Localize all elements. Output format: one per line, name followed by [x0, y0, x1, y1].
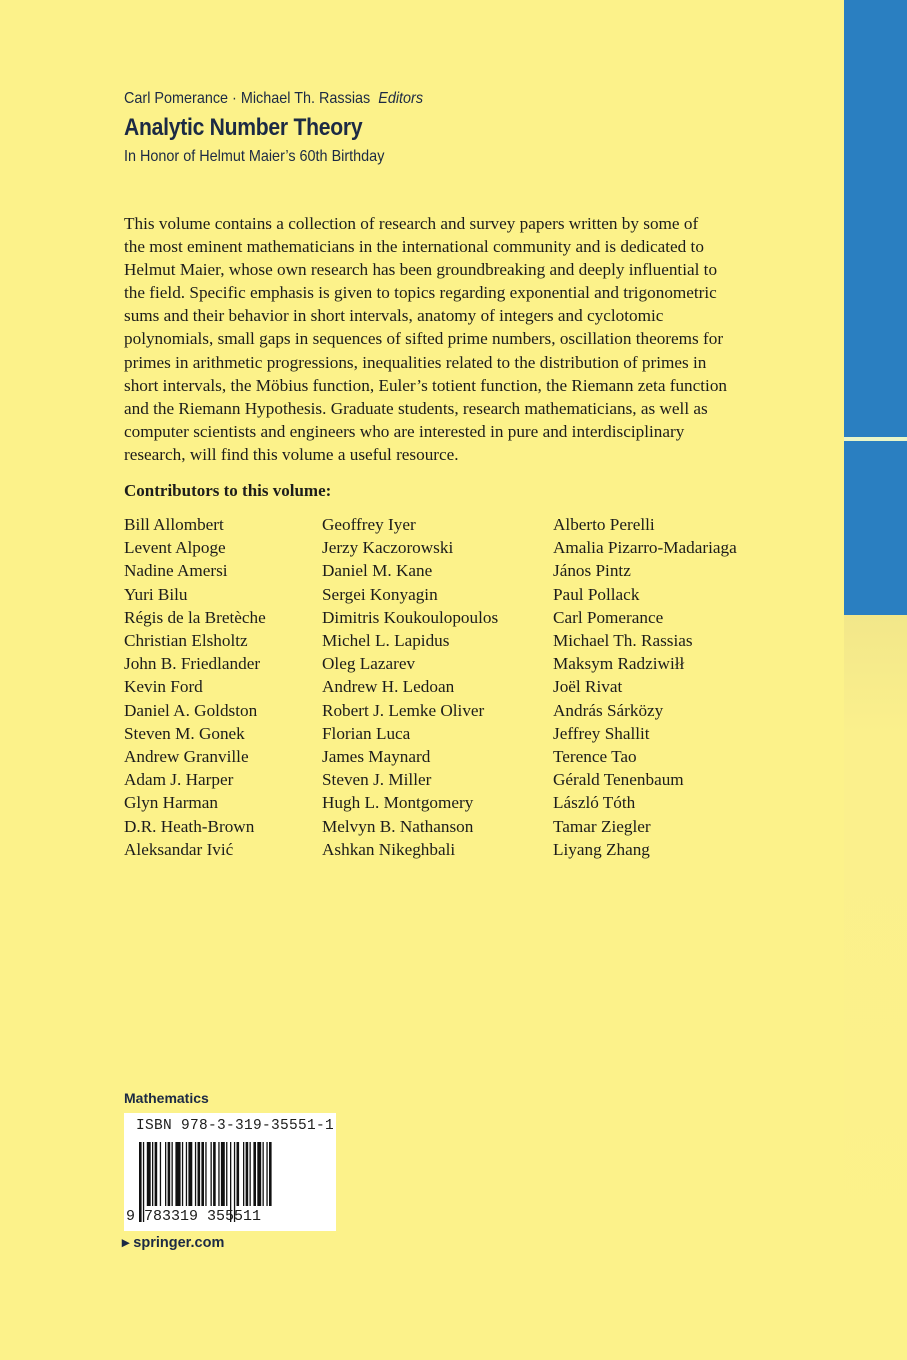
description [124, 212, 774, 466]
description-line: the field. Specific emphasis is given to topics regarding exponential and trigonometric [124, 283, 717, 303]
barcode-bar [269, 1142, 272, 1206]
contributor-name: Tamar Ziegler [553, 816, 651, 836]
contributors-heading: Contributors to this volume: [124, 481, 332, 500]
barcode-bar [160, 1142, 161, 1206]
blue-strip-bottom [844, 441, 907, 615]
barcode-digits: 9 783319 355511 [126, 1208, 262, 1225]
contributor-name: Paul Pollack [553, 584, 640, 604]
barcode-bar [198, 1142, 201, 1206]
contributor-name: Joël Rivat [553, 677, 623, 697]
contributor-name: Sergei Konyagin [322, 584, 438, 604]
contributor-name: Carl Pomerance [553, 607, 664, 627]
editor-names: Carl Pomerance · Michael Th. Rassias [124, 90, 371, 107]
contributor-name: Glyn Harman [124, 793, 219, 813]
contributor-name: Michael Th. Rassias [553, 631, 693, 651]
contributor-name: Hugh L. Montgomery [322, 793, 474, 813]
contributor-name: László Tóth [553, 793, 636, 813]
contributor-name: Jerzy Kaczorowski [322, 538, 454, 558]
barcode-bar [257, 1142, 261, 1206]
barcode-bar [188, 1142, 192, 1206]
description-line: short intervals, the Möbius function, Euler’s totient function, the Riemann zeta function [124, 375, 728, 395]
barcode-bar [186, 1142, 187, 1206]
barcode [124, 1113, 336, 1231]
contributor-name: Ashkan Nikeghbali [322, 839, 456, 859]
contributor-name: Steven M. Gonek [124, 723, 245, 743]
contributor-name: James Maynard [322, 747, 431, 767]
description-line: computer scientists and engineers who are interested in pure and interdisciplinary [124, 421, 685, 441]
contributor-name: Maksym Radziwiłł [553, 654, 685, 674]
book-subtitle: In Honor of Helmut Maier’s 60th Birthday [124, 148, 385, 165]
contributor-name: Kevin Ford [124, 677, 203, 697]
contributor-name: John B. Friedlander [124, 654, 261, 674]
contributor-name: Gérald Tenenbaum [553, 770, 684, 790]
pale-strip [844, 615, 907, 1360]
barcode-bar [250, 1142, 251, 1206]
description-line: primes in arithmetic progressions, inequalities related to the distribution of primes in [124, 352, 707, 372]
barcode-bar [218, 1142, 219, 1206]
publisher-link[interactable]: ▸ springer.com [122, 1235, 225, 1251]
barcode-bar [221, 1142, 225, 1206]
contributor-name: Daniel M. Kane [322, 561, 433, 581]
barcode-bar [226, 1142, 227, 1206]
contributor-name: Andrew H. Ledoan [322, 677, 455, 697]
barcode-bar [195, 1142, 196, 1206]
subject-label: Mathematics [124, 1090, 209, 1106]
contributor-name: Bill Allombert [124, 515, 224, 534]
contributor-name: Levent Alpoge [124, 538, 226, 558]
isbn: ISBN 978-3-319-35551-1 [136, 1118, 335, 1134]
book-title: Analytic Number Theory [124, 114, 363, 141]
description-line: the most eminent mathematicians in the international community and is dedicated to [124, 237, 704, 257]
contributor-name: Michel L. Lapidus [322, 631, 450, 651]
blue-strip-top [844, 0, 907, 437]
contributor-name: Liyang Zhang [553, 839, 650, 859]
contributor-name: Melvyn B. Nathanson [322, 816, 474, 836]
contributors-column-2 [322, 513, 498, 861]
editors-role: Editors [378, 90, 424, 107]
contributor-name: Régis de la Bretèche [124, 607, 266, 627]
barcode-bar [172, 1142, 173, 1206]
description-line: sums and their behavior in short intervals, anatomy of integers and cyclotomic [124, 306, 664, 326]
contributor-name: Amalia Pizarro-Madariaga [553, 538, 737, 558]
contributor-name: Aleksandar Ivić [124, 839, 234, 859]
contributor-name: Christian Elsholtz [124, 631, 248, 651]
contributors-column-3 [553, 513, 737, 861]
barcode-bar [213, 1142, 216, 1206]
contributor-name: Steven J. Miller [322, 770, 432, 790]
description-line: Helmut Maier, whose own research has been groundbreaking and deeply influential to [124, 260, 718, 280]
contributor-name: Geoffrey Iyer [322, 515, 416, 534]
description-line: research, will find this volume a useful resource. [124, 444, 459, 464]
contributor-name: Alberto Perelli [553, 515, 655, 534]
contributor-name: Daniel A. Goldston [124, 700, 258, 720]
contributor-name: Terence Tao [553, 747, 637, 767]
barcode-bar [165, 1142, 166, 1206]
description-line: and the Riemann Hypothesis. Graduate students, research mathematicians, as well as [124, 398, 708, 418]
barcode-bar [168, 1142, 171, 1206]
barcode-bar [211, 1142, 212, 1206]
contributors-column-1 [124, 513, 266, 861]
contributor-name: Oleg Lazarev [322, 654, 416, 674]
barcode-bar [253, 1142, 256, 1206]
contributor-name: Adam J. Harper [124, 770, 234, 790]
barcode-bar [243, 1142, 244, 1206]
contributor-name: András Sárközy [553, 700, 664, 720]
barcode-bar [182, 1142, 183, 1206]
contributor-name: Nadine Amersi [124, 561, 228, 581]
contributor-name: Yuri Bilu [124, 584, 188, 604]
contributor-name: Andrew Granville [124, 747, 249, 767]
contributor-name: János Pintz [553, 561, 631, 581]
barcode-bar [205, 1142, 206, 1206]
barcode-bar [155, 1142, 158, 1206]
description-line: This volume contains a collection of research and survey papers written by some of [124, 214, 699, 233]
barcode-bar [246, 1142, 249, 1206]
barcode-bar [152, 1142, 153, 1206]
barcode-bar [175, 1142, 180, 1206]
barcode-bar [237, 1142, 240, 1206]
contributor-name: Florian Luca [322, 723, 411, 743]
description-line: polynomials, small gaps in sequences of sifted prime numbers, oscillation theorems for [124, 329, 724, 349]
contributor-name: Jeffrey Shallit [553, 723, 650, 743]
contributor-name: D.R. Heath-Brown [124, 816, 255, 836]
barcode-bar [266, 1142, 267, 1206]
editors [124, 90, 423, 108]
barcode-bar [201, 1142, 204, 1206]
contributor-name: Robert J. Lemke Oliver [322, 700, 485, 720]
contributor-name: Dimitris Koukoulopoulos [322, 607, 499, 627]
barcode-bar [263, 1142, 264, 1206]
barcode-bar [147, 1142, 151, 1206]
